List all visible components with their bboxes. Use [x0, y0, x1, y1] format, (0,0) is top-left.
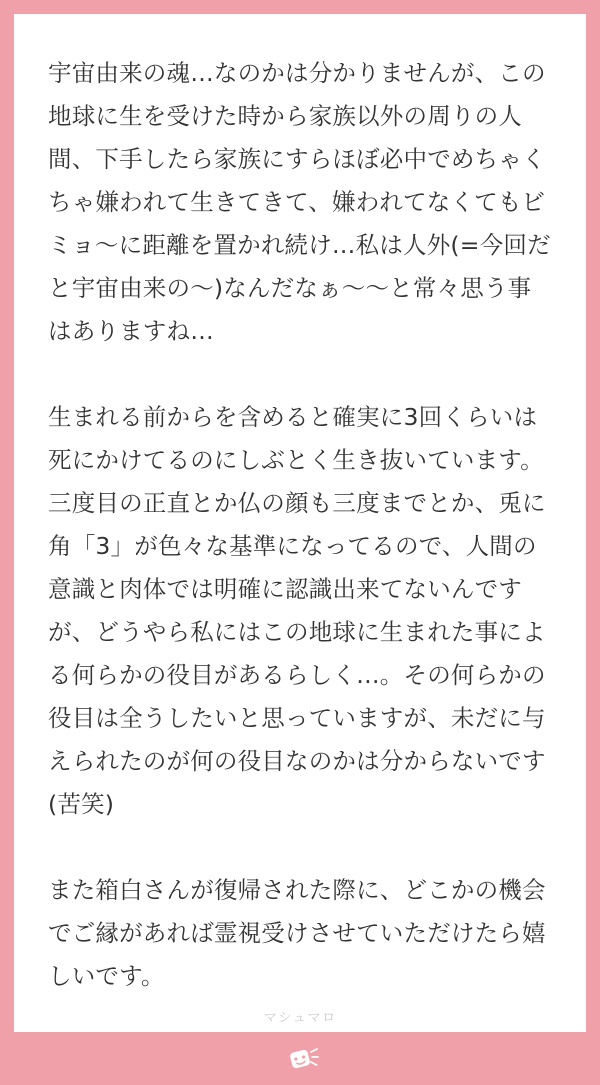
- message-body: [48, 52, 552, 998]
- marshmallow-face-icon[interactable]: [280, 1039, 320, 1079]
- footer: [0, 1032, 600, 1085]
- message-paragraph: 生まれる前からを含めると確実に3回くらいは死にかけてるのにしぶとく生き抜いています。三度目の正直とか仏の顔も三度までとか、兎に角「3」が色々な基準になってるので、人間の意識と肉体では明確に認識出来てないんですが、どうやら私にはこの地球に生まれた事による何らかの役目があるらしく…。その何らかの役目は全うしたいと思っていますが、未だに与えられたのが何の役目なのかは分からないです(苦笑): [48, 403, 546, 818]
- brand-label: マシュマロ: [263, 1010, 337, 1026]
- message-card: [14, 14, 586, 1032]
- message-paragraph: また箱白さんが復帰された際に、どこかの機会でご縁があれば霊視受けさせていただけたら嬉しいです。: [48, 876, 546, 990]
- message-paragraph: 宇宙由来の魂…なのかは分かりませんが、この地球に生を受けた時から家族以外の周りの人間、下手したら家族にすらほぼ必中でめちゃくちゃ嫌われて生きてきて、嫌われてなくてもビミョ〜に距離を置かれ続け…私は人外(=今回だと宇宙由来の〜)なんだなぁ〜〜と常々思う事はありますね…: [48, 59, 551, 345]
